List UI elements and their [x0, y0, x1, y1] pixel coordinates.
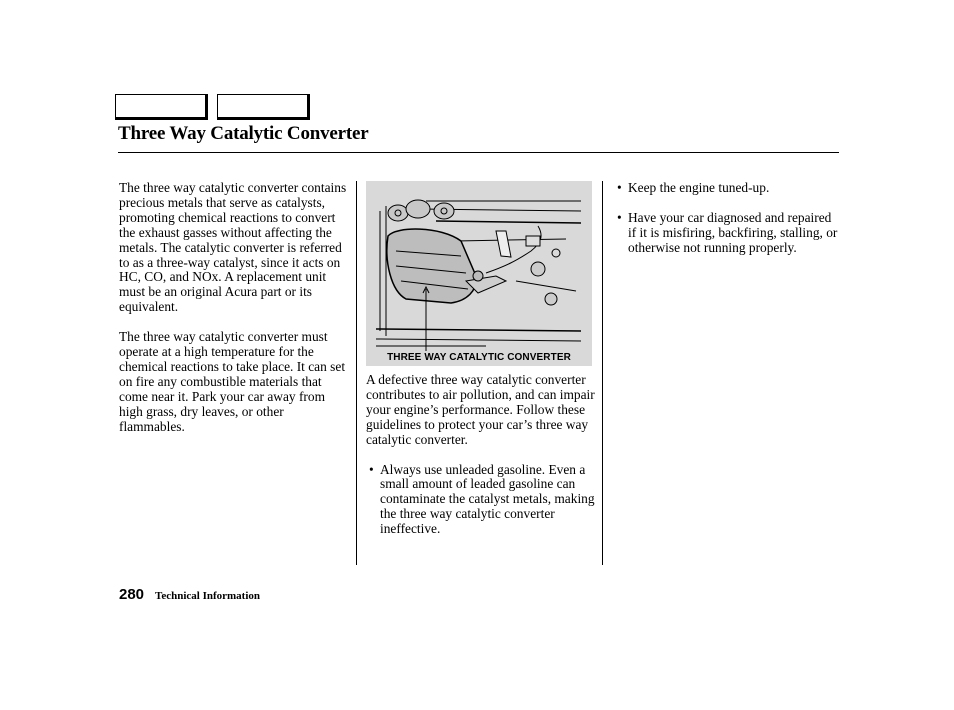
column-divider [356, 181, 357, 565]
paragraph-precious-metals: The three way catalytic converter contains precious metals that serve as catalysts, promoting chemical reactions to convert the exhaust gasses without affecting the metals. The catalytic converter is referred to as a three-way catalyst, since it acts on HC, CO, and NOx. A replacement unit must be an original Acura part or its equivalent. [119, 180, 347, 315]
paragraph-high-temperature: The three way catalytic converter must operate at a high temperature for the chemical reactions to take place. It can set on fire any combustible materials that come near it. Park your car away from high grass, dry leaves, or other flammables. [119, 329, 346, 434]
catalytic-converter-illustration [366, 181, 592, 366]
list-item [614, 181, 839, 196]
column-divider [602, 181, 603, 565]
column-right [614, 181, 839, 256]
bullet-dot: • [617, 209, 622, 225]
column-middle [366, 373, 598, 537]
bullet-text-tuned-up: Keep the engine tuned-up. [628, 180, 770, 195]
nav-button-previous[interactable] [115, 94, 208, 120]
paragraph-defective-converter: A defective three way catalytic converter contributes to air pollution, and can impair your engine’s performance. Follow these guidelines to protect your car’s three way catalytic converter. [366, 372, 595, 447]
bullet-text-diagnosed: Have your car diagnosed and repaired if it is misfiring, backfiring, stalling, or otherwise not running properly. [628, 209, 838, 255]
catalytic-converter-figure [366, 181, 592, 366]
column-left [119, 181, 349, 435]
list-item [366, 463, 598, 538]
page-number: 280 [119, 586, 145, 603]
bullet-text-unleaded: Always use unleaded gasoline. Even a small amount of leaded gasoline can contaminate the catalyst metals, making the three way catalytic converter ineffective. [380, 461, 595, 537]
bullet-dot: • [369, 461, 374, 477]
section-name: Technical Information [155, 590, 261, 602]
nav-button-next[interactable] [217, 94, 310, 120]
title-divider [118, 152, 839, 153]
figure-caption: THREE WAY CATALYTIC CONVERTER [387, 352, 571, 363]
bullet-dot: • [617, 180, 622, 195]
page-title: Three Way Catalytic Converter [118, 123, 369, 144]
list-item [614, 211, 839, 256]
